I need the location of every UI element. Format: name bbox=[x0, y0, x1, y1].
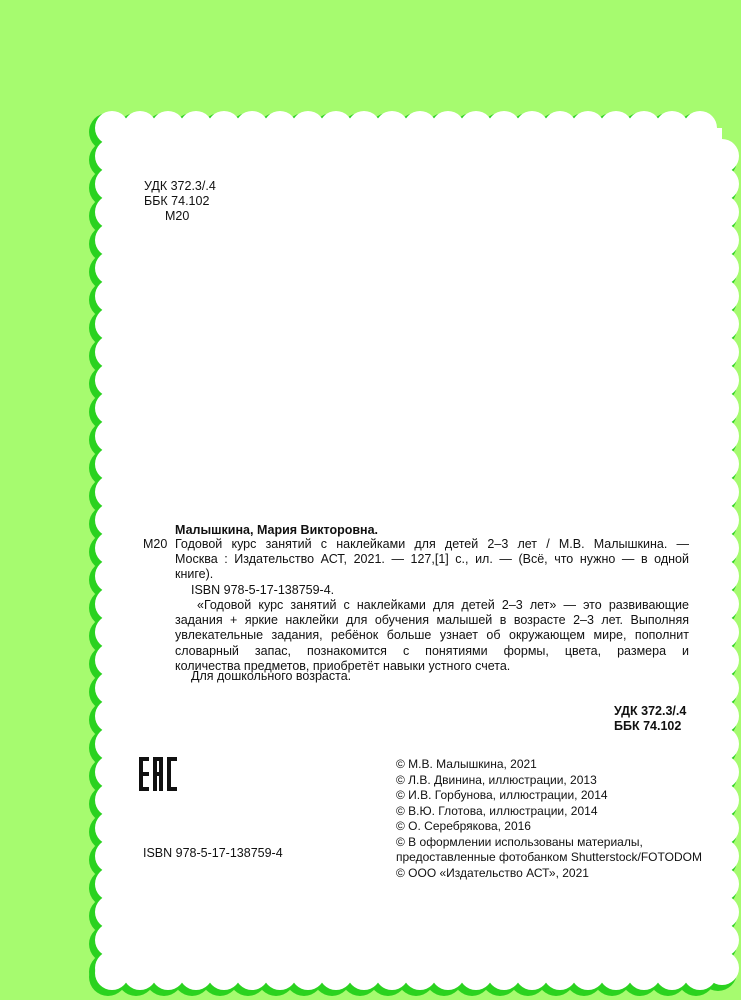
copyright-line: © В оформлении использованы материалы, bbox=[396, 834, 643, 849]
copyright-line: © Л.В. Двинина, иллюстрации, 2013 bbox=[396, 772, 597, 787]
author-mark-top: М20 bbox=[165, 209, 190, 223]
udk-code-top: УДК 372.3/.4 bbox=[144, 179, 216, 193]
copyright-line: © В.Ю. Глотова, иллюстрации, 2014 bbox=[396, 803, 598, 818]
isbn-bottom: ISBN 978-5-17-138759-4 bbox=[143, 846, 283, 860]
copyright-line: © И.В. Горбунова, иллюстрации, 2014 bbox=[396, 788, 608, 802]
annotation-line: словарный запас, познакомится с понятиями формы, цвета, размера и bbox=[175, 643, 689, 658]
copyright-line: © О. Серебрякова, 2016 bbox=[396, 819, 531, 833]
eac-icon bbox=[139, 757, 177, 791]
copyright-line: © М.В. Малышкина, 2021 bbox=[396, 757, 537, 771]
audience-note: Для дошкольного возраста. bbox=[191, 669, 352, 683]
author-name: Малышкина, Мария Викторовна. bbox=[175, 523, 379, 537]
title-line: книге). bbox=[175, 567, 214, 582]
annotation-line: увлекательные задания, ребёнок больше узнает об окружающем мире, пополнит bbox=[175, 628, 689, 643]
annotation-line: задания + яркие наклейки для обучения малышей в возрасте 2–3 лет. Выполняя bbox=[175, 613, 689, 628]
annotation-line: «Годовой курс занятий с наклейками для детей 2–3 лет» — это развивающие bbox=[197, 598, 689, 612]
udk-code-bottom: УДК 372.3/.4 bbox=[614, 704, 687, 718]
bbk-code-top: ББК 74.102 bbox=[144, 194, 210, 208]
title-line: Годовой курс занятий с наклейками для детей 2–3 лет / М.В. Малышкина. — bbox=[175, 537, 689, 551]
title-description bbox=[175, 537, 689, 583]
copyright-line: © ООО «Издательство АСТ», 2021 bbox=[396, 865, 589, 880]
title-line: Москва : Издательство АСТ, 2021. — 127,[1] с., ил. — (Всё, что нужно — в одной bbox=[175, 552, 689, 567]
annotation bbox=[175, 598, 689, 674]
annotation-line: количества предметов, приобретёт навыки устного счета. bbox=[175, 658, 511, 673]
isbn-record: ISBN 978-5-17-138759-4. bbox=[191, 583, 335, 597]
copyright-block bbox=[396, 757, 702, 881]
copyright-line: предоставленные фотобанком Shutterstock/FOTODOM bbox=[396, 850, 702, 864]
author-mark: М20 bbox=[143, 537, 168, 551]
bbk-code-bottom: ББК 74.102 bbox=[614, 719, 682, 733]
